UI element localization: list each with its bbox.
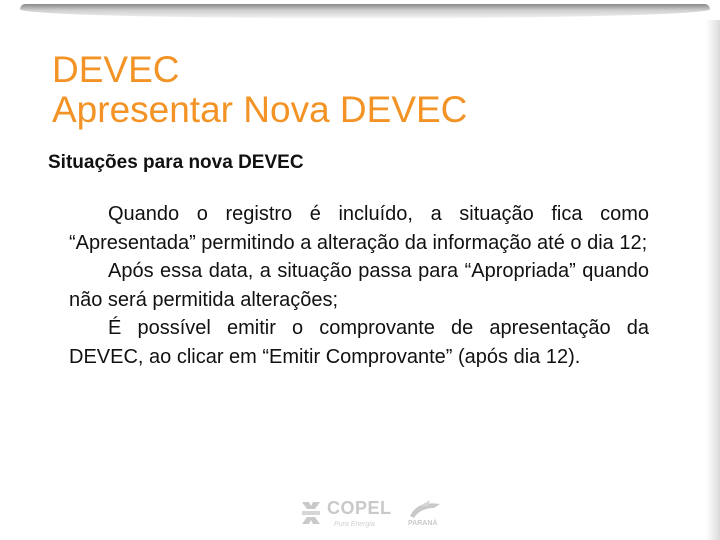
footer-logos: [296, 496, 456, 536]
slide-body: [69, 200, 649, 371]
copel-logo-icon: [300, 500, 322, 526]
slide-subtitle: Situações para nova DEVEC: [48, 152, 304, 173]
slide-title-line-2: Apresentar Nova DEVEC: [52, 89, 468, 130]
top-decorative-bar: [20, 4, 710, 18]
paragraph-apropriada: Após essa data, a situação passa para “Apropriada” quando não será permitida alterações;: [69, 260, 649, 311]
paragraph-emitir-comprovante: É possível emitir o comprovante de apresentação da DEVEC, ao clicar em “Emitir Comprovante” (após dia 12).: [69, 317, 649, 368]
slide-title-line-1: DEVEC: [52, 49, 180, 90]
parana-logo-text: PARANÁ: [408, 520, 438, 527]
slide-title: [52, 50, 467, 130]
right-edge-shadow: [706, 20, 720, 540]
copel-tagline: Pura Energia: [334, 521, 375, 528]
paragraph-apresentada: Quando o registro é incluído, a situação fica como “Apresentada” permitindo a alteração da informação até o dia 12;: [69, 203, 649, 254]
copel-logo-text: COPEL: [327, 498, 392, 518]
parana-flag-icon: [408, 498, 442, 520]
